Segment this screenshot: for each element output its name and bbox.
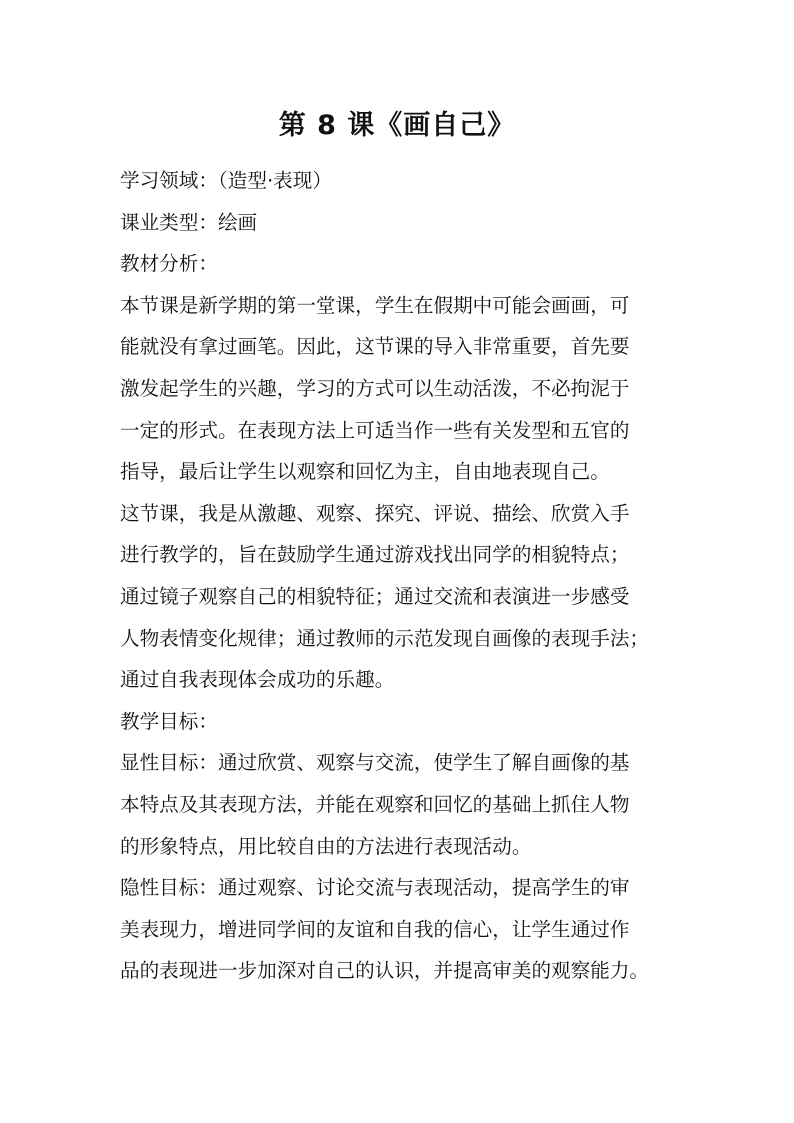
text-line: 指导，最后让学生以观察和回忆为主，自由地表现自己。 xyxy=(120,460,610,484)
text-line: 通过镜子观察自己的相貌特征；通过交流和表演进一步感受 xyxy=(120,584,630,608)
text-line: 的形象特点，用比较自由的方法进行表现活动。 xyxy=(120,834,532,858)
text-line: 进行教学的，旨在鼓励学生通过游戏找出同学的相貌特点； xyxy=(120,543,630,567)
text-line: 本特点及其表现方法，并能在观察和回忆的基础上抓住人物 xyxy=(120,792,630,816)
text-line: 教学目标： xyxy=(120,709,218,733)
text-line: 隐性目标：通过观察、讨论交流与表现活动，提高学生的审 xyxy=(120,876,630,900)
text-line: 教材分析： xyxy=(120,252,218,276)
text-line: 人物表情变化规律；通过教师的示范发现自画像的表现手法； xyxy=(120,626,650,650)
text-line: 显性目标：通过欣赏、观察与交流，使学生了解自画像的基 xyxy=(120,751,630,775)
text-line: 学习领域：（造型·表现） xyxy=(120,169,332,192)
page-title: 第 8 课《画自己》 xyxy=(278,110,516,141)
text-line: 这节课，我是从激趣、观察、探究、评说、描绘、欣赏入手 xyxy=(120,501,630,525)
text-line: 激发起学生的兴趣，学习的方式可以生动活泼，不必拘泥于 xyxy=(120,376,630,400)
text-line: 本节课是新学期的第一堂课，学生在假期中可能会画画，可 xyxy=(120,293,630,317)
text-line: 美表现力，增进同学间的友谊和自我的信心，让学生通过作 xyxy=(120,917,630,941)
text-line: 品的表现进一步加深对自己的认识，并提高审美的观察能力。 xyxy=(120,959,650,983)
text-line: 课业类型：绘画 xyxy=(120,210,258,234)
text-line: 一定的形式。在表现方法上可适当作一些有关发型和五官的 xyxy=(120,418,630,442)
text-line: 通过自我表现体会成功的乐趣。 xyxy=(120,668,395,692)
document-body xyxy=(120,160,680,992)
text-line: 能就没有拿过画笔。因此，这节课的导入非常重要，首先要 xyxy=(120,335,630,359)
